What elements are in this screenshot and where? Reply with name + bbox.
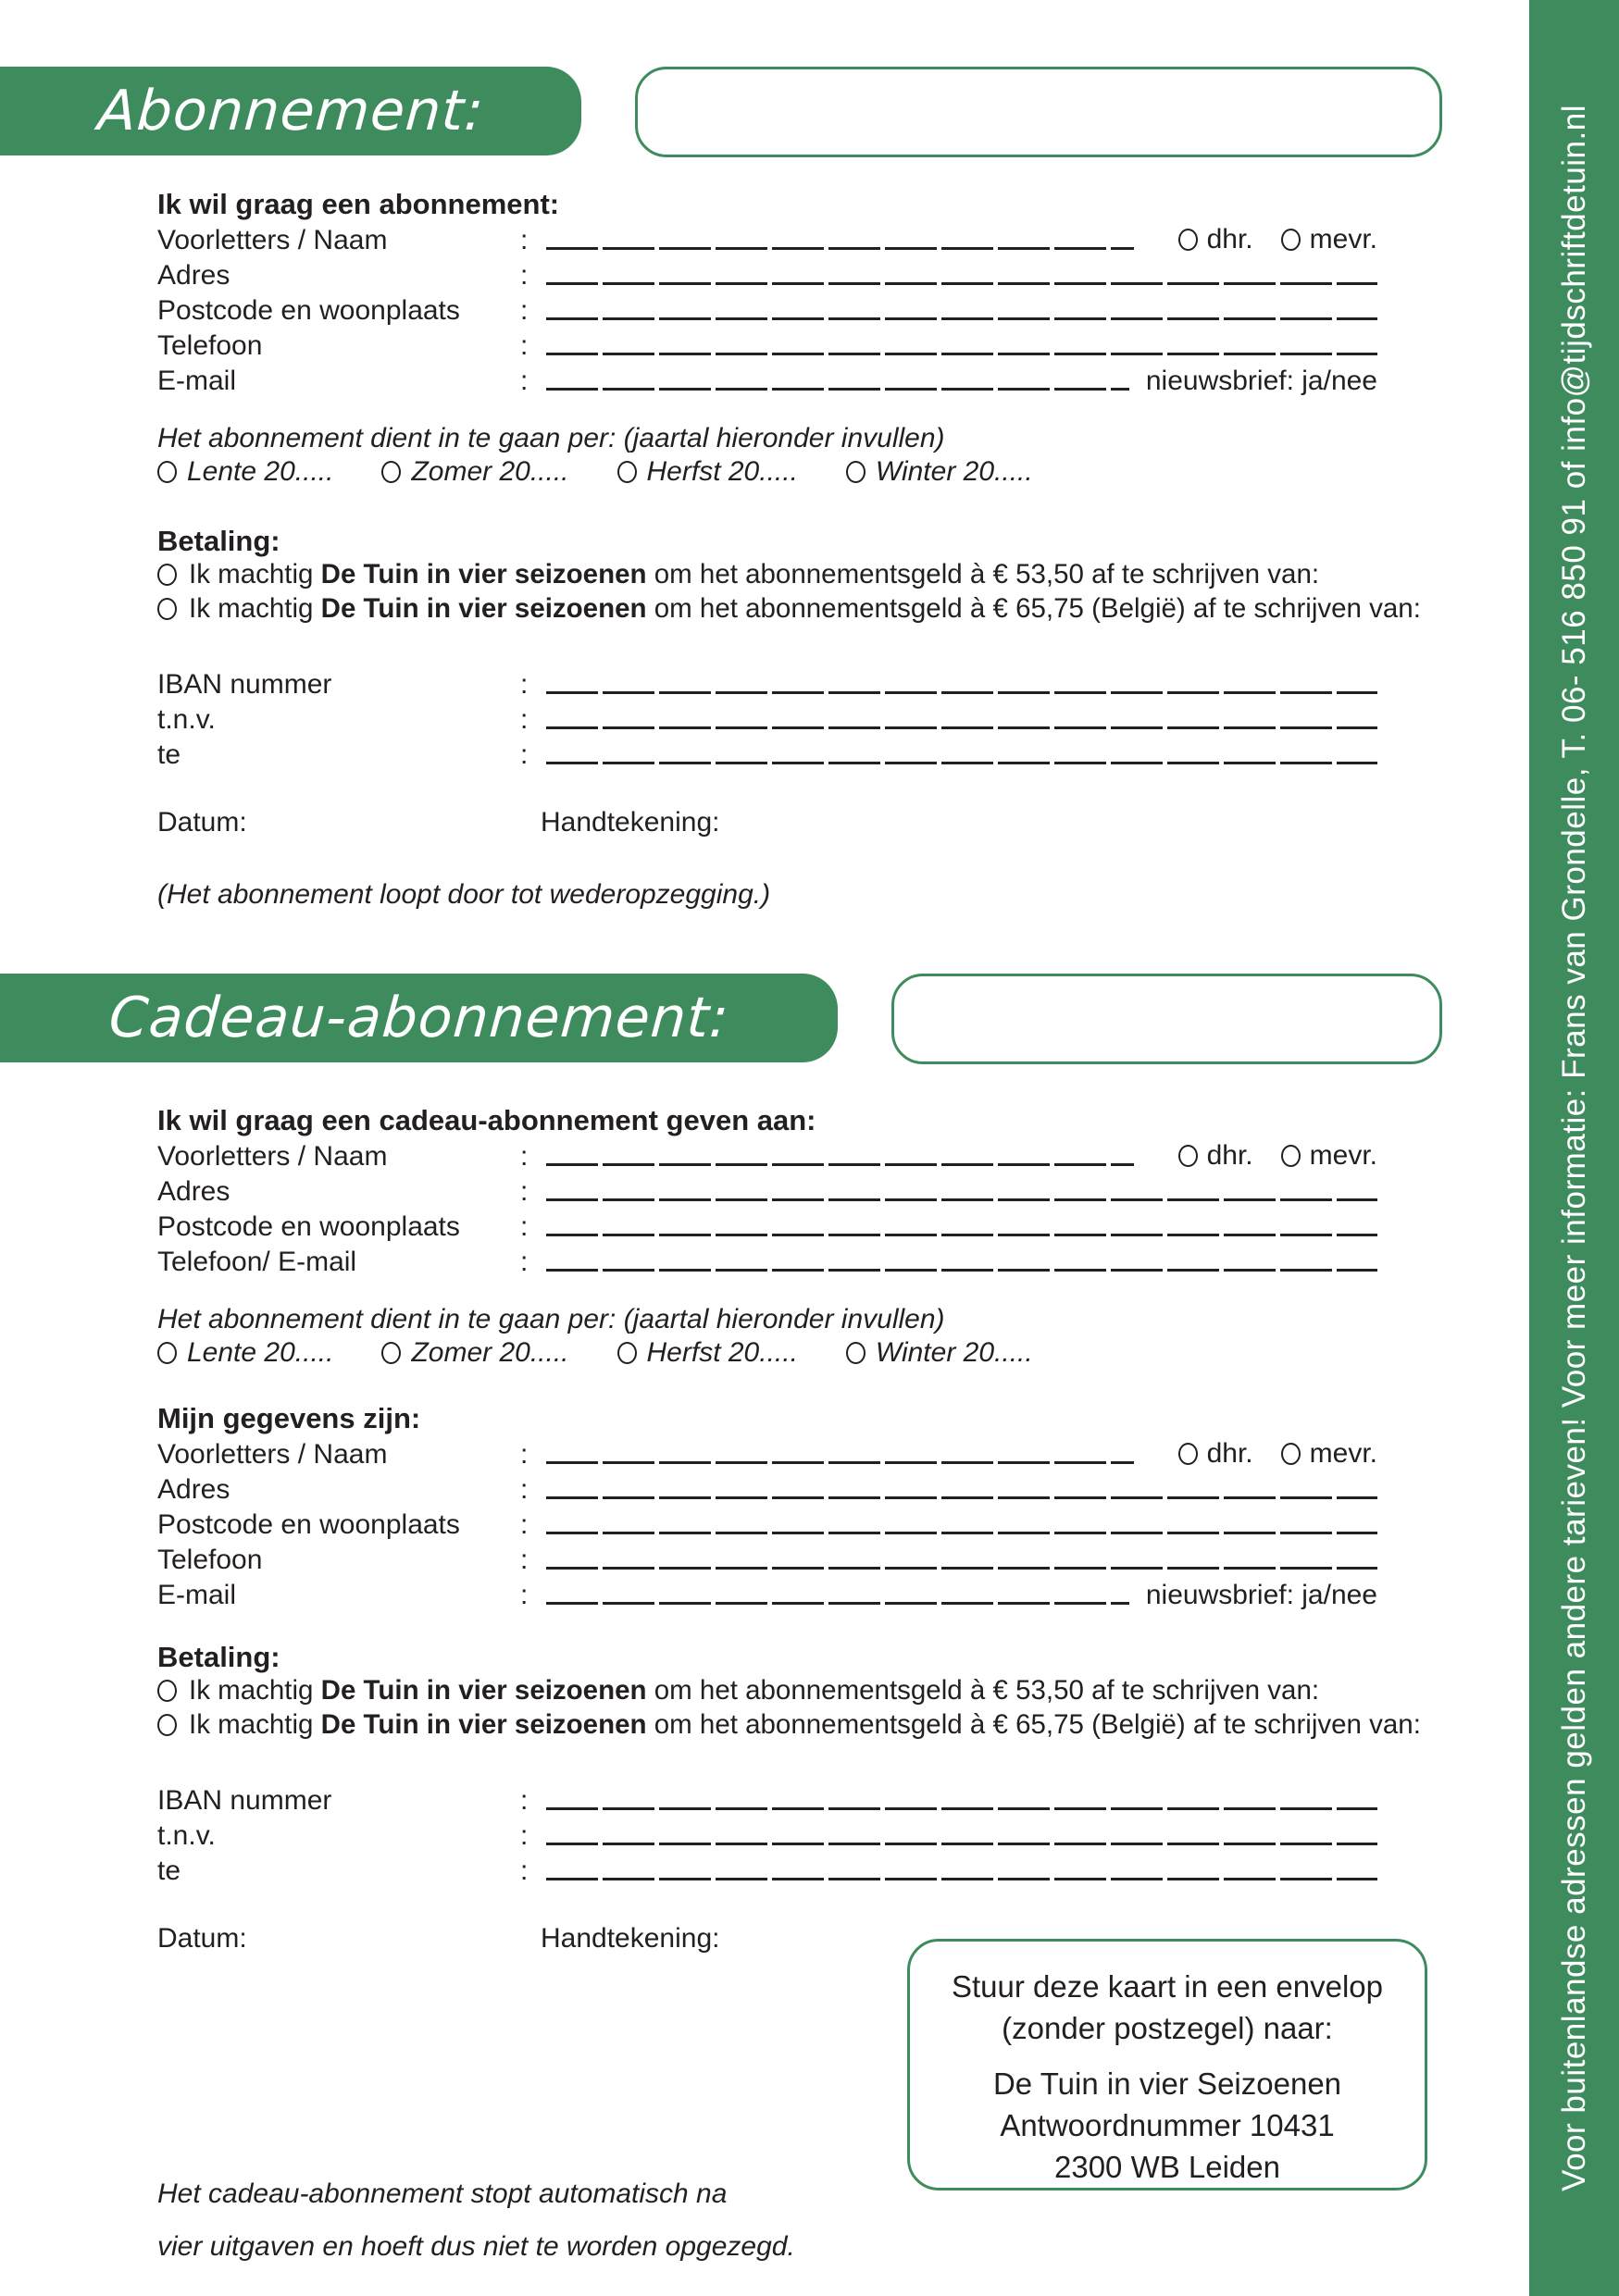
field-label-naam: Voorletters / Naam [157, 1439, 388, 1470]
form-row-telefoon [157, 1540, 1453, 1575]
radio-circle-icon[interactable] [617, 1342, 637, 1364]
cadeau-banner-title: Cadeau-abonnement: [106, 986, 731, 1050]
radio-circle-icon[interactable] [157, 598, 177, 620]
datum-label: Datum: [157, 1923, 247, 1954]
tnv-input-line[interactable] [546, 1843, 1377, 1845]
radio-circle-icon[interactable] [157, 461, 177, 483]
field-label-postcode: Postcode en woonplaats [157, 295, 460, 326]
form-row-postcode [157, 1505, 1453, 1540]
envelope-address-box [907, 1939, 1427, 2191]
form-row-adres [157, 255, 1453, 291]
machtiging-option-nl[interactable] [157, 1673, 1453, 1707]
machtig-prefix: Ik machtig [189, 558, 321, 590]
radio-circle-icon[interactable] [157, 1680, 177, 1702]
machtig-suffix: om het abonnementsgeld à € 53,50 af te schrijven van: [646, 1674, 1320, 1706]
telefoon-input-line[interactable] [546, 353, 1377, 355]
field-label-iban: IBAN nummer [157, 669, 332, 700]
field-label-tnv: t.n.v. [157, 1820, 216, 1851]
field-label-iban: IBAN nummer [157, 1785, 332, 1816]
form-row-adres [157, 1172, 1453, 1207]
colon: : [520, 1820, 529, 1851]
radio-dhr[interactable] [1178, 224, 1253, 254]
season-intro: Het abonnement dient in te gaan per: (jaartal hieronder invullen) [157, 423, 945, 453]
radio-circle-icon[interactable] [381, 461, 401, 483]
machtig-prefix: Ik machtig [189, 592, 321, 624]
radio-zomer-label: Zomer 20..... [411, 1337, 569, 1368]
colon: : [520, 1474, 529, 1505]
colon: : [520, 225, 529, 255]
cadeau-stop-note [157, 2167, 795, 2273]
form-row-postcode [157, 291, 1453, 326]
radio-herfst[interactable] [617, 456, 798, 488]
field-label-telefoon-email: Telefoon/ E-mail [157, 1247, 357, 1277]
radio-herfst-label: Herfst 20..... [646, 456, 798, 487]
colon: : [520, 1855, 529, 1886]
nieuwsbrief-label: nieuwsbrief: ja/nee [1145, 366, 1377, 396]
form-row-email [157, 361, 1453, 396]
field-label-te: te [157, 739, 181, 770]
nieuwsbrief-label: nieuwsbrief: ja/nee [1145, 1580, 1377, 1610]
naam-input-line[interactable] [546, 1163, 1134, 1166]
salutation-group [1151, 1140, 1377, 1171]
field-label-telefoon: Telefoon [157, 330, 263, 361]
address-line: Antwoordnummer 10431 [1000, 2108, 1335, 2142]
form-row-naam [157, 220, 1453, 255]
colon: : [520, 260, 529, 291]
radio-herfst[interactable] [617, 1337, 798, 1369]
adres-input-line[interactable] [546, 1496, 1377, 1499]
field-label-email: E-mail [157, 1580, 237, 1610]
season-options [157, 1334, 1453, 1371]
abonnement-blank-address-box [635, 67, 1442, 157]
field-label-adres: Adres [157, 1474, 230, 1505]
radio-circle-icon[interactable] [157, 1342, 177, 1364]
radio-circle-icon[interactable] [1281, 229, 1301, 251]
address-line: De Tuin in vier Seizoenen [992, 2066, 1342, 2101]
naam-input-line[interactable] [546, 247, 1134, 250]
colon: : [520, 330, 529, 361]
colon: : [520, 739, 529, 770]
radio-mevr[interactable] [1281, 224, 1377, 254]
salutation-group [1151, 224, 1377, 254]
machtig-suffix: om het abonnementsgeld à € 65,75 (België) af te schrijven van: [646, 592, 1421, 624]
machtiging-option-nl[interactable] [157, 557, 1453, 591]
form-row-telefoon-email [157, 1242, 1453, 1277]
machtig-suffix: om het abonnementsgeld à € 53,50 af te schrijven van: [646, 558, 1320, 590]
radio-dhr[interactable] [1178, 1140, 1253, 1171]
machtig-name: De Tuin in vier seizoenen [320, 1674, 647, 1706]
radio-circle-icon[interactable] [617, 461, 637, 483]
radio-mevr-label: mevr. [1309, 224, 1377, 254]
cadeau-blank-address-box [891, 974, 1442, 1064]
betaling-heading: Betaling: [157, 525, 280, 558]
radio-winter[interactable] [846, 1337, 1033, 1369]
iban-input-line[interactable] [546, 1807, 1377, 1810]
radio-mevr-label: mevr. [1309, 1140, 1377, 1171]
postcode-input-line[interactable] [546, 317, 1377, 320]
form-row-te [157, 1851, 1453, 1886]
radio-zomer[interactable] [381, 1337, 568, 1369]
radio-lente-label: Lente 20..... [187, 1337, 334, 1368]
radio-herfst-label: Herfst 20..... [646, 1337, 798, 1368]
betaling-heading: Betaling: [157, 1641, 280, 1674]
field-label-postcode: Postcode en woonplaats [157, 1211, 460, 1242]
season-intro: Het abonnement dient in te gaan per: (jaartal hieronder invullen) [157, 1304, 945, 1334]
radio-winter-label: Winter 20..... [875, 1337, 1033, 1368]
email-input-line[interactable] [546, 1602, 1129, 1605]
radio-circle-icon[interactable] [1281, 1145, 1301, 1167]
te-input-line[interactable] [546, 762, 1377, 764]
abonnement-banner [0, 67, 581, 155]
machtiging-option-belgie[interactable] [157, 591, 1453, 626]
handtekening-label: Handtekening: [541, 807, 720, 838]
radio-winter[interactable] [846, 456, 1033, 488]
datum-label: Datum: [157, 807, 247, 838]
colon: : [520, 1509, 529, 1540]
radio-circle-icon[interactable] [157, 1714, 177, 1736]
radio-dhr[interactable] [1178, 1438, 1253, 1469]
field-label-email: E-mail [157, 366, 237, 396]
address-line: Stuur deze kaart in een envelop [952, 1969, 1383, 2004]
machtig-suffix: om het abonnementsgeld à € 65,75 (België) af te schrijven van: [646, 1708, 1421, 1740]
colon: : [520, 1785, 529, 1816]
telefoon-input-line[interactable] [546, 1567, 1377, 1570]
mijn-gegevens-heading: Mijn gegevens zijn: [157, 1402, 421, 1435]
radio-mevr-label: mevr. [1309, 1438, 1377, 1469]
wederopzegging-note: (Het abonnement loopt door tot wederopzegging.) [157, 879, 771, 910]
form-row-tnv [157, 1816, 1453, 1851]
info-sidebar [1529, 0, 1619, 2296]
salutation-group [1151, 1438, 1377, 1469]
cadeau-section [157, 1101, 1453, 1955]
radio-zomer-label: Zomer 20..... [411, 456, 569, 487]
cadeau-stop-note-line2: vier uitgaven en hoeft dus niet te worden opgezegd. [157, 2231, 795, 2262]
field-label-postcode: Postcode en woonplaats [157, 1509, 460, 1540]
machtig-prefix: Ik machtig [189, 1674, 321, 1706]
form-row-telefoon [157, 326, 1453, 361]
tnv-input-line[interactable] [546, 726, 1377, 729]
colon: : [520, 295, 529, 326]
colon: : [520, 704, 529, 735]
machtig-name: De Tuin in vier seizoenen [320, 592, 647, 624]
form-row-naam [157, 1136, 1453, 1172]
sidebar-info-text: Voor buitenlandse adressen gelden andere tarieven! Voor meer informatie: Frans van Grondelle, T. 06- 516 850 91 of info@tijdschriftdetuin.nl [1555, 105, 1592, 2191]
radio-lente[interactable] [157, 1337, 333, 1369]
address-line: (zonder postzegel) naar: [1002, 2011, 1333, 2045]
cadeau-stop-note-line1: Het cadeau-abonnement stopt automatisch na [157, 2178, 728, 2209]
address-line: 2300 WB Leiden [1053, 2150, 1280, 2184]
form-row-iban [157, 1781, 1453, 1816]
radio-circle-icon[interactable] [1178, 1443, 1198, 1465]
field-label-telefoon: Telefoon [157, 1545, 263, 1575]
radio-winter-label: Winter 20..... [875, 456, 1033, 487]
abonnement-banner-title: Abonnement: [95, 79, 486, 143]
radio-circle-icon[interactable] [1178, 229, 1198, 251]
radio-lente-label: Lente 20..... [187, 456, 334, 487]
colon: : [520, 1176, 529, 1207]
field-label-te: te [157, 1855, 181, 1886]
adres-input-line[interactable] [546, 1198, 1377, 1201]
colon: : [520, 1141, 529, 1172]
abonnement-section [157, 185, 1453, 911]
form-row-naam [157, 1434, 1453, 1470]
handtekening-label: Handtekening: [541, 1923, 720, 1954]
radio-circle-icon[interactable] [1178, 1145, 1198, 1167]
telefoon-email-input-line[interactable] [546, 1269, 1377, 1272]
form-row-postcode [157, 1207, 1453, 1242]
iban-input-line[interactable] [546, 691, 1377, 694]
radio-circle-icon[interactable] [846, 461, 866, 483]
te-input-line[interactable] [546, 1878, 1377, 1880]
machtiging-option-belgie[interactable] [157, 1707, 1453, 1742]
field-label-adres: Adres [157, 1176, 230, 1207]
radio-mevr[interactable] [1281, 1140, 1377, 1171]
machtig-name: De Tuin in vier seizoenen [320, 1708, 647, 1740]
machtig-name: De Tuin in vier seizoenen [320, 558, 647, 590]
machtig-prefix: Ik machtig [189, 1708, 321, 1740]
form-row-tnv [157, 700, 1453, 735]
colon: : [520, 366, 529, 396]
field-label-adres: Adres [157, 260, 230, 291]
field-label-tnv: t.n.v. [157, 704, 216, 735]
colon: : [520, 669, 529, 700]
radio-lente[interactable] [157, 456, 333, 488]
form-row-adres [157, 1470, 1453, 1505]
datum-handtekening-row [157, 801, 1453, 838]
naam-input-line[interactable] [546, 1461, 1134, 1464]
form-row-email [157, 1575, 1453, 1610]
form-row-te [157, 735, 1453, 770]
section2-intro: Ik wil graag een cadeau-abonnement geven aan: [157, 1104, 816, 1137]
radio-dhr-label: dhr. [1206, 224, 1253, 254]
radio-circle-icon[interactable] [846, 1342, 866, 1364]
adres-input-line[interactable] [546, 282, 1377, 285]
colon: : [520, 1580, 529, 1610]
colon: : [520, 1211, 529, 1242]
cadeau-banner [0, 974, 838, 1062]
radio-dhr-label: dhr. [1206, 1140, 1253, 1171]
field-label-naam: Voorletters / Naam [157, 1141, 388, 1172]
colon: : [520, 1247, 529, 1277]
radio-circle-icon[interactable] [157, 564, 177, 586]
radio-dhr-label: dhr. [1206, 1438, 1253, 1469]
radio-circle-icon[interactable] [1281, 1443, 1301, 1465]
radio-circle-icon[interactable] [381, 1342, 401, 1364]
colon: : [520, 1545, 529, 1575]
postcode-input-line[interactable] [546, 1532, 1377, 1534]
section1-intro: Ik wil graag een abonnement: [157, 188, 560, 221]
field-label-naam: Voorletters / Naam [157, 225, 388, 255]
form-row-iban [157, 664, 1453, 700]
radio-zomer[interactable] [381, 456, 568, 488]
season-options [157, 453, 1453, 490]
postcode-input-line[interactable] [546, 1234, 1377, 1236]
radio-mevr[interactable] [1281, 1438, 1377, 1469]
email-input-line[interactable] [546, 388, 1129, 391]
colon: : [520, 1439, 529, 1470]
